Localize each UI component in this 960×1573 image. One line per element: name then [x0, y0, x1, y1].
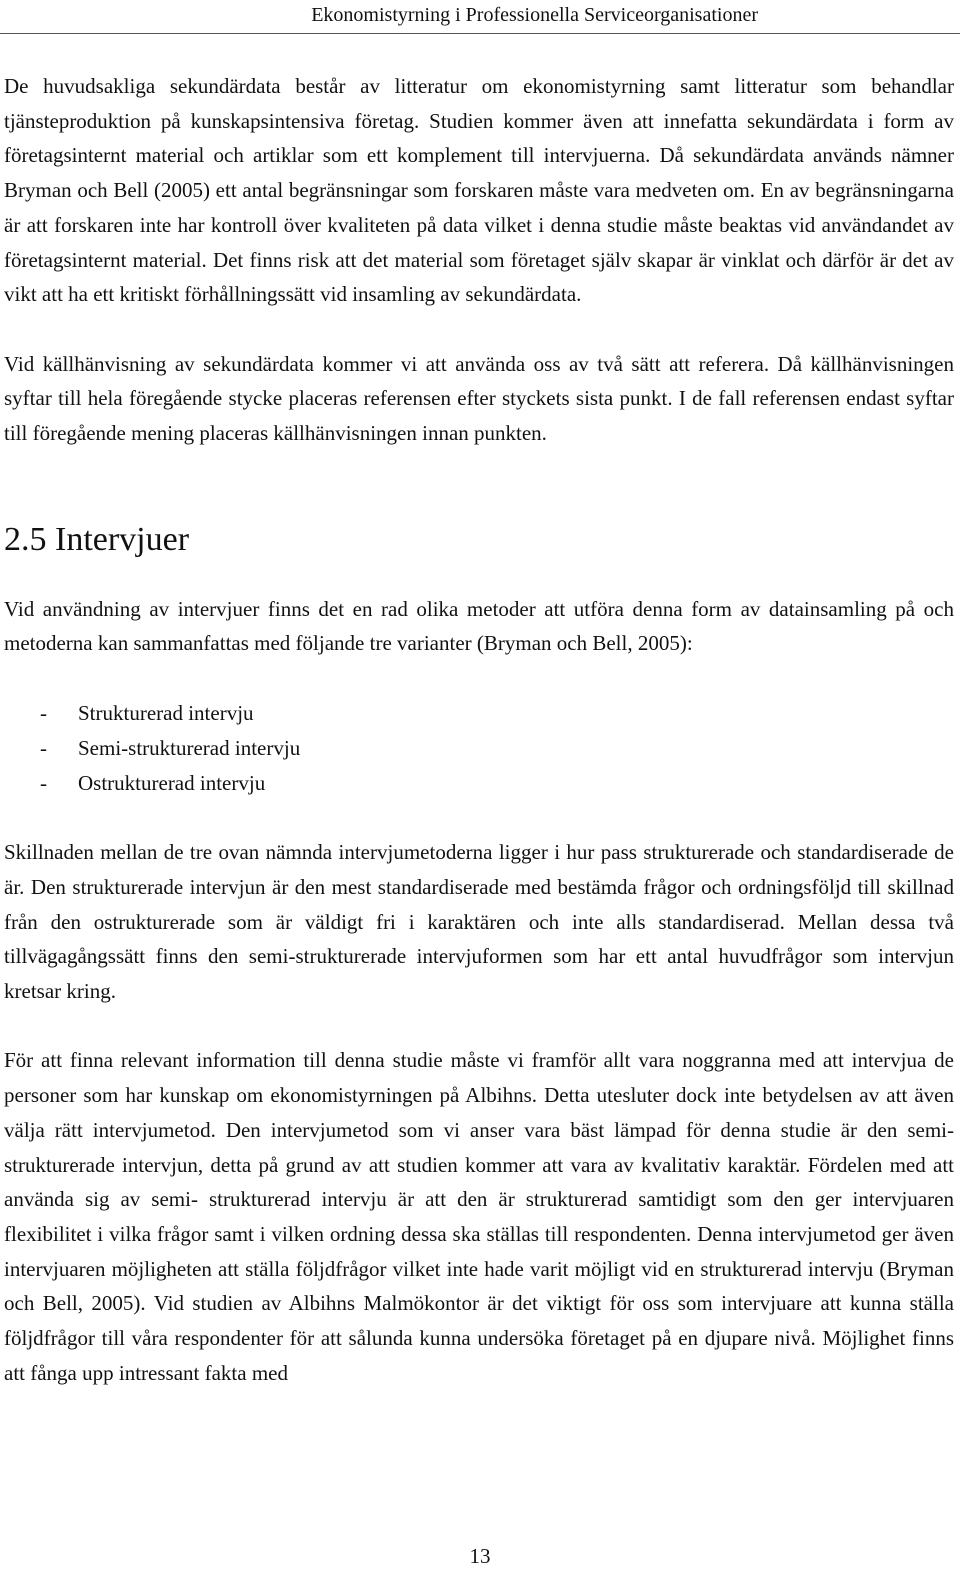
list-item — [4, 696, 954, 731]
list-item — [4, 766, 954, 801]
paragraph-interview-intro: Vid användning av intervjuer finns det en rad olika metoder att utföra denna form av datainsamling på och metoderna kan sammanfattas med följande tre varianter (Bryman och Bell, 2005): — [4, 596, 954, 656]
list-item-text: Semi-strukturerad intervju — [78, 735, 301, 760]
document-body — [4, 69, 954, 1390]
list-dash: - — [40, 770, 47, 795]
list-dash: - — [40, 735, 47, 760]
paragraph-interview-method-choice: För att finna relevant information till denna studie måste vi framför allt vara noggranna med att intervjua de personer som har kunskap om ekonomistyrningen på Albihns. Detta utesluter dock inte betydelsen av att även välja rätt intervjumetod. Den intervjumetod som vi anser vara bäst lämpad för denna studie är den semi-strukturerade intervjun, detta på grund av att studien kommer att vara av kvalitativ karaktär. Fördelen med att använda sig av semi- strukturerad intervju är att den är strukturerad samtidigt som den ger intervjuaren flexibilitet i vilka frågor samt i vilken ordning dessa ska ställas till respondenten. Denna intervjumetod ger även intervjuaren möjligheten att ställa följdfrågor vilket inte hade varit möjligt vid en strukturerad intervju (Bryman och Bell, 2005). Vid studien av Albihns Malmökontor är det viktigt för oss som intervjuare att kunna ställa följdfrågor till våra respondenter för att sålunda kunna undersöka företaget på en djupare nivå. Möjlighet finns att fånga upp intressant fakta med — [4, 1048, 954, 1385]
paragraph-interview-differences: Skillnaden mellan de tre ovan nämnda intervjumetoderna ligger i hur pass strukturerade och standardiserade de är. Den strukturerade intervjun är den mest standardiserade med bestämda frågor och ordningsföljd till skillnad från den ostrukturerade som är väldigt fri i karaktären och inte alls standardiserad. Mellan dessa två tillvägagångssätt finns den semi-strukturerade intervjuformen som har ett antal huvudfrågor som intervjun kretsar kring. — [4, 840, 954, 1004]
running-header — [0, 0, 960, 34]
list-dash: - — [40, 701, 47, 726]
list-item-text: Ostrukturerad intervju — [78, 770, 266, 795]
interview-types-list — [4, 696, 954, 800]
paragraph-source-referencing: Vid källhänvisning av sekundärdata kommer vi att använda oss av två sätt att referera. Då källhänvisningen syftar till hela föregående stycke placeras referensen efter styckets sista punkt. I de fall referensen endast syftar till föregående mening placeras källhänvisningen innan punkten. — [4, 351, 954, 446]
list-item-text: Strukturerad intervju — [78, 701, 254, 726]
paragraph-secondary-data: De huvudsakliga sekundärdata består av litteratur om ekonomistyrning samt litteratur som behandlar tjänsteproduktion på kunskapsintensiva företag. Studien kommer även att innefatta sekundärdata i form av företagsinternt material och artiklar som ett komplement till intervjuerna. Då sekundärdata används nämner Bryman och Bell (2005) ett antal begränsningar som forskaren måste vara medveten om. En av begränsningarna är att forskaren inte har kontroll över kvaliteten på data vilket i denna studie måste beaktas vid användandet av företagsinternt material. Det finns risk att det material som företaget själv skapar är vinklat och därför är det av vikt att ha ett kritiskt förhållningssätt vid insamling av sekundärdata. — [4, 74, 954, 307]
page-number: 13 — [469, 1544, 491, 1568]
running-header-title: Ekonomistyrning i Professionella Serviceorganisationer — [311, 4, 758, 26]
section-heading: 2.5 Intervjuer — [4, 520, 190, 558]
list-item — [4, 731, 954, 766]
